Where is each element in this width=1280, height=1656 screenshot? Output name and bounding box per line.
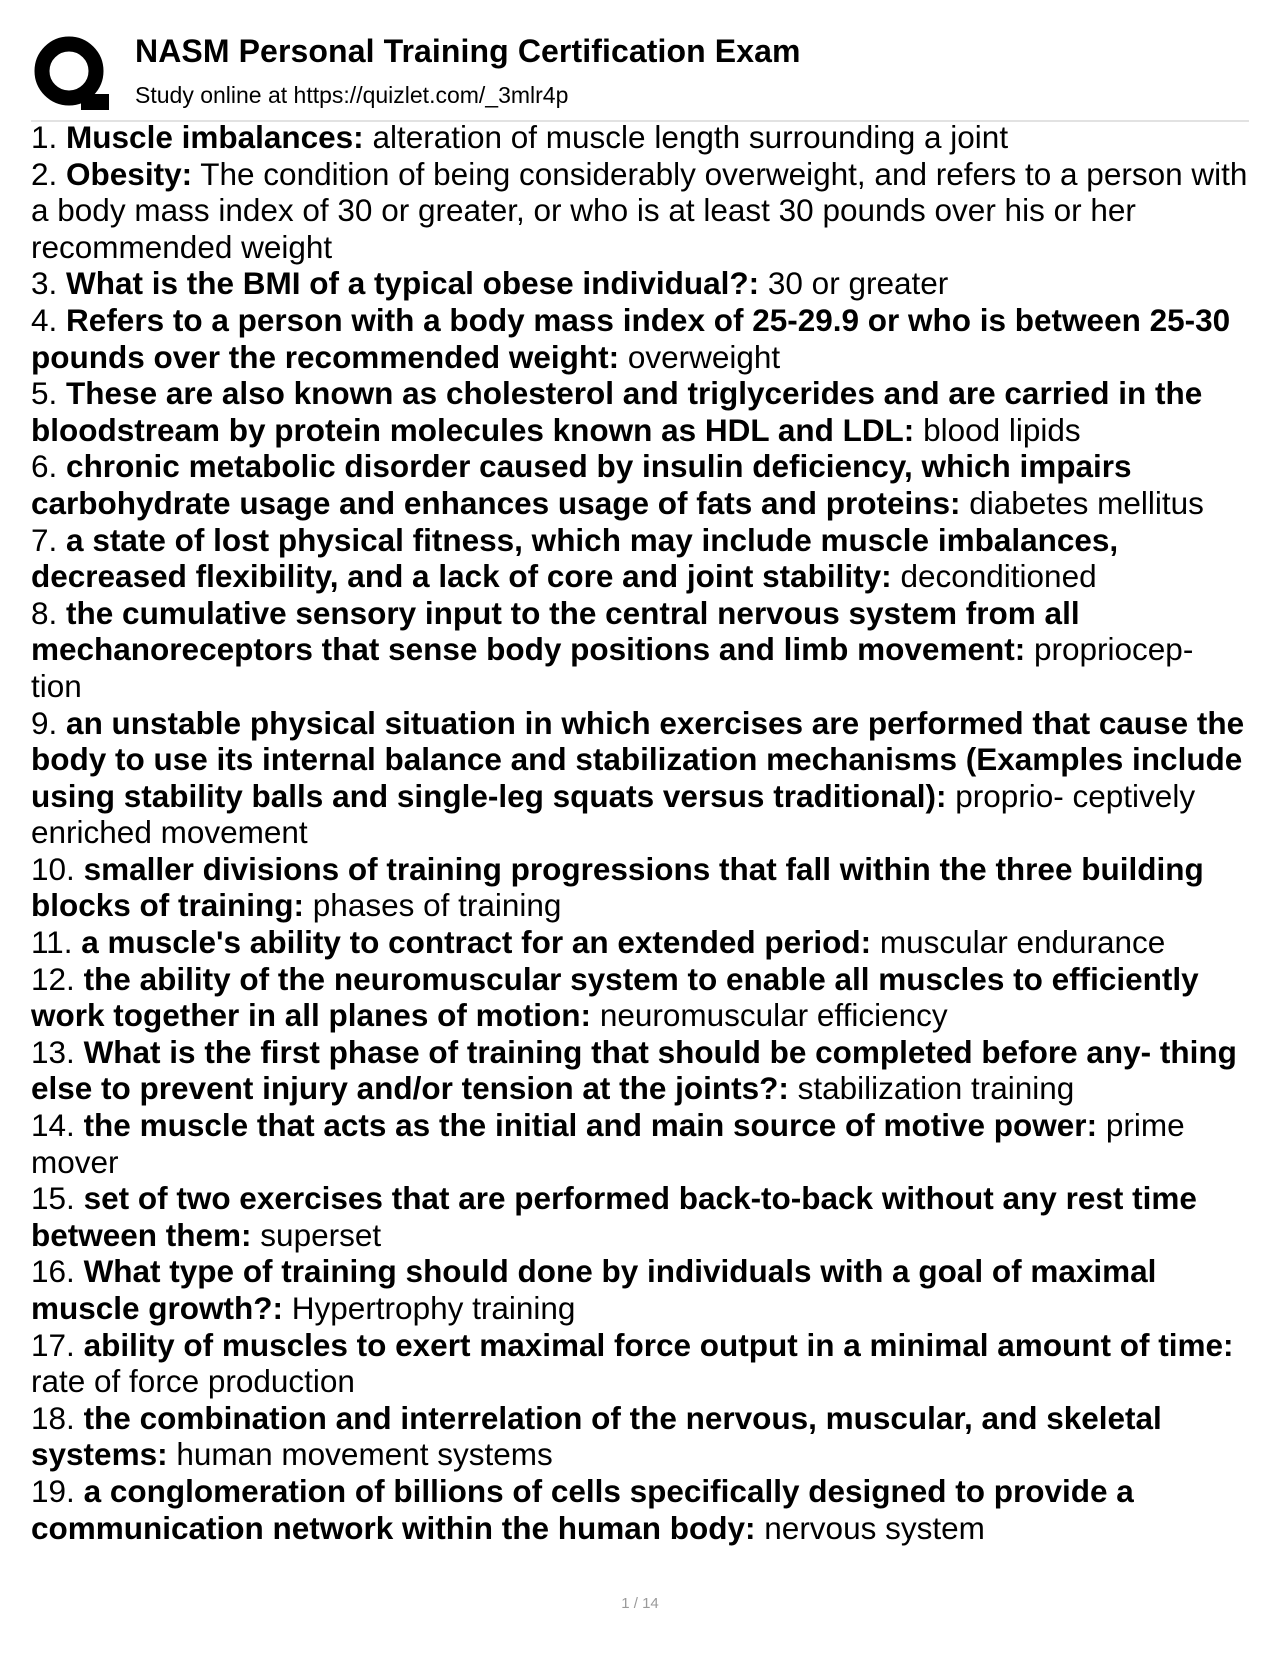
quizlet-q-logo-icon xyxy=(31,34,113,116)
card-definition: muscular endurance xyxy=(879,924,1166,961)
flashcard-item xyxy=(31,1034,1251,1107)
card-number: 17. xyxy=(31,1326,75,1363)
flashcard-item xyxy=(31,302,1251,375)
card-definition: superset xyxy=(260,1216,382,1253)
card-number: 14. xyxy=(31,1107,75,1144)
card-number: 6. xyxy=(31,448,58,485)
card-term: chronic metabolic disorder caused by insulin deficiency, which impairs carbohydrate usage and enhances usage of fats and proteins: xyxy=(31,448,1132,521)
card-definition: rate of force production xyxy=(31,1363,355,1400)
card-number: 4. xyxy=(31,301,58,338)
card-definition: human movement systems xyxy=(176,1436,553,1473)
card-number: 15. xyxy=(31,1180,75,1217)
card-number: 3. xyxy=(31,265,58,302)
card-term: What type of training should done by individuals with a goal of maximal muscle growth?: xyxy=(31,1253,1157,1326)
card-number: 12. xyxy=(31,960,75,997)
card-number: 9. xyxy=(31,704,58,741)
flashcard-item xyxy=(31,448,1251,521)
document-header xyxy=(31,30,1249,122)
card-term: set of two exercises that are performed back-to-back without any rest time between them: xyxy=(31,1180,1197,1253)
flashcard-item xyxy=(31,851,1251,924)
flashcard-item xyxy=(31,375,1251,448)
flashcard-item xyxy=(31,1400,1251,1473)
card-term: the cumulative sensory input to the central nervous system from all mechanoreceptors that sense body positions and limb movement: xyxy=(31,594,1080,668)
card-term: the combination and interrelation of the nervous, muscular, and skeletal systems: xyxy=(31,1399,1162,1473)
card-definition: neuromuscular efficiency xyxy=(599,997,948,1034)
flashcard-item xyxy=(31,1253,1251,1326)
card-term: smaller divisions of training progressions that fall within the three building blocks of training: xyxy=(31,850,1204,924)
card-definition: nervous system xyxy=(764,1509,985,1546)
card-definition: stabilization training xyxy=(797,1070,1075,1107)
page-indicator: 1 / 14 xyxy=(621,1595,659,1612)
flashcard-item xyxy=(31,595,1251,705)
card-term: an unstable physical situation in which exercises are performed that cause the body to use its internal balance and stabilization mechanisms (Examples include using stability balls and single-leg squats versus traditional): xyxy=(31,704,1245,814)
card-number: 7. xyxy=(31,521,58,558)
card-number: 16. xyxy=(31,1253,75,1290)
card-term: a state of lost physical fitness, which may include muscle imbalances, decreased flexibility, and a lack of core and joint stability: xyxy=(31,521,1119,595)
card-number: 11. xyxy=(31,924,73,961)
flashcard-item xyxy=(31,1180,1251,1253)
card-definition: deconditioned xyxy=(900,558,1097,595)
flashcard-item xyxy=(31,1327,1251,1400)
card-definition: The condition of being considerably overweight, and refers to a person with a body mass index of 30 or greater, or who is at least 30 pounds over his or her recommended weight xyxy=(31,155,1248,265)
card-definition: phases of training xyxy=(312,887,562,924)
flashcard-item xyxy=(31,1107,1251,1180)
card-number: 19. xyxy=(31,1472,75,1509)
flashcard-list xyxy=(31,119,1251,1546)
card-term: the muscle that acts as the initial and main source of motive power: xyxy=(83,1107,1098,1144)
card-term: Refers to a person with a body mass index of 25-29.9 or who is between 25-30 pounds over the recommended weight: xyxy=(31,301,1231,375)
card-term: What is the BMI of a typical obese individual?: xyxy=(66,265,760,302)
flashcard-item xyxy=(31,265,1251,302)
card-number: 10. xyxy=(31,850,75,887)
card-term: What is the first phase of training that should be completed before any- thing else to prevent injury and/or tension at the joints?: xyxy=(31,1033,1237,1107)
flashcard-item xyxy=(31,961,1251,1034)
card-number: 18. xyxy=(31,1399,75,1436)
card-term: a muscle's ability to contract for an extended period: xyxy=(81,924,872,961)
card-definition: diabetes mellitus xyxy=(969,484,1204,521)
card-number: 2. xyxy=(31,155,58,192)
card-definition: blood lipids xyxy=(923,411,1081,448)
flashcard-item xyxy=(31,705,1251,851)
card-term: These are also known as cholesterol and triglycerides and are carried in the bloodstream by protein molecules known as HDL and LDL: xyxy=(31,375,1203,448)
card-definition: 30 or greater xyxy=(767,265,949,302)
card-number: 13. xyxy=(31,1033,75,1070)
card-number: 8. xyxy=(31,594,58,631)
card-number: 5. xyxy=(31,375,58,412)
flashcard-item xyxy=(31,522,1251,595)
card-definition: prime mover xyxy=(31,1107,1185,1180)
study-link-text: Study online at https://quizlet.com/_3mlr4p xyxy=(135,82,569,108)
flashcard-item xyxy=(31,924,1251,961)
card-term: Obesity: xyxy=(66,155,193,192)
card-term: Muscle imbalances: xyxy=(66,119,364,155)
document-title: NASM Personal Training Certification Exam xyxy=(135,33,801,69)
flashcard-item xyxy=(31,119,1251,156)
card-number: 1. xyxy=(31,119,58,155)
card-definition: Hypertrophy training xyxy=(291,1290,576,1326)
card-definition: overweight xyxy=(627,338,781,375)
card-term: the ability of the neuromuscular system to enable all muscles to efficiently work together in all planes of motion: xyxy=(31,960,1199,1034)
card-definition: alteration of muscle length surrounding a joint xyxy=(372,119,1009,155)
flashcard-item xyxy=(31,156,1251,266)
card-definition: proprio- ceptively enriched movement xyxy=(31,777,1196,851)
card-definition: propriocep- tion xyxy=(31,631,1194,704)
card-term: a conglomeration of billions of cells specifically designed to provide a communication network within the human body: xyxy=(31,1472,1134,1546)
flashcard-item xyxy=(31,1473,1251,1546)
card-term: ability of muscles to exert maximal force output in a minimal amount of time: xyxy=(83,1326,1234,1363)
